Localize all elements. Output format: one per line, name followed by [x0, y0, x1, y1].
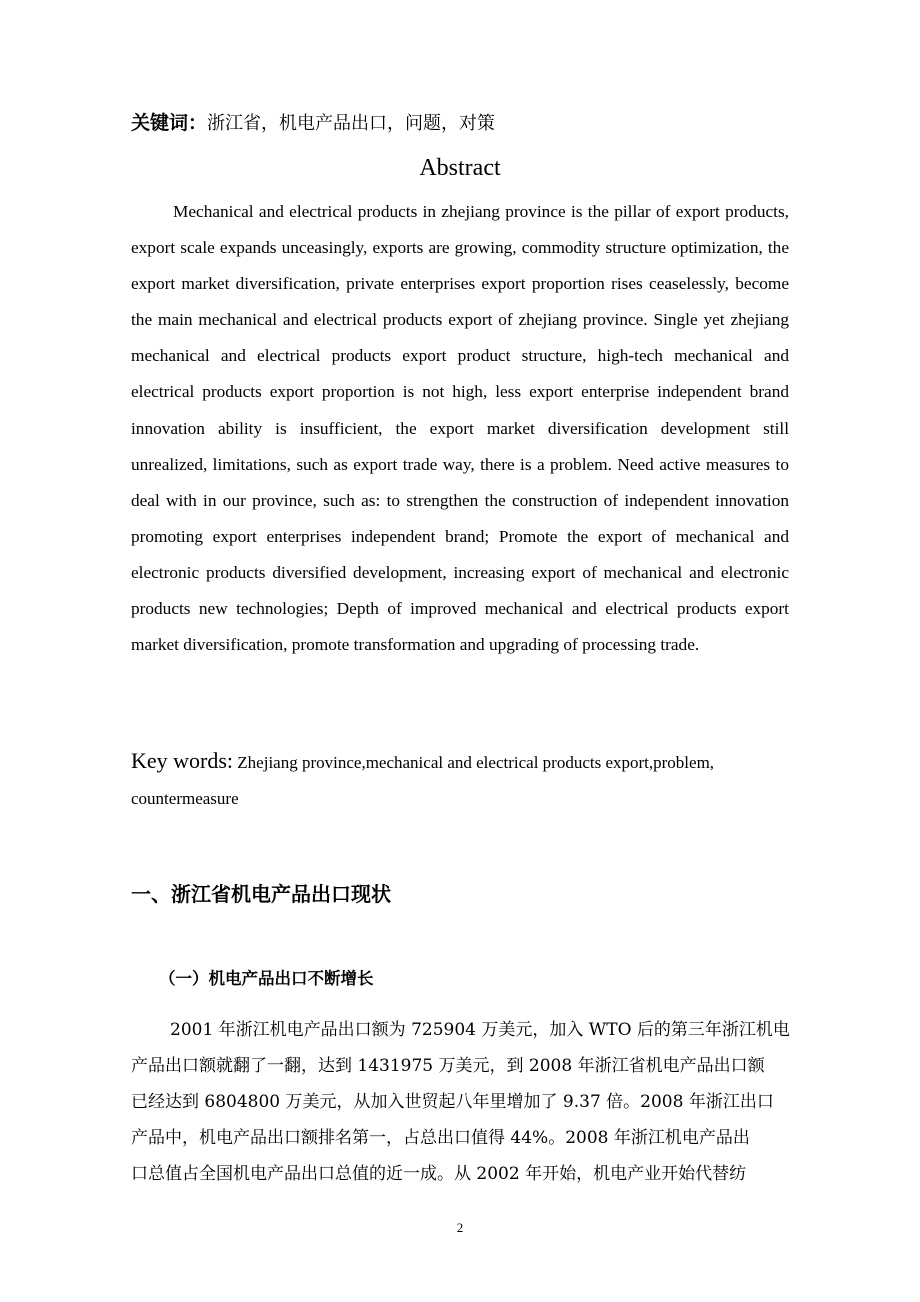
section-heading: 一、浙江省机电产品出口现状	[131, 882, 391, 906]
abstract-body: Mechanical and electrical products in zhejiang province is the pillar of export products, export scale expands unceasingly, exports are growing, commodity structure optimization, the export market diversification, private enterprises export proportion rises ceaselessly, become the main mechanical and electrical products export of zhejiang province. Single yet zhejiang mechanical and electrical products export product structure, high-tech mechanical and electrical products export proportion is not high, less export enterprise independent brand innovation ability is insufficient, the export market diversification development still unrealized, limitations, such as export trade way, there is a problem. Need active measures to deal with in our province, such as: to strengthen the construction of independent innovation promoting export enterprises independent brand; Promote the export of mechanical and electronic products diversified development, increasing export of mechanical and electronic products new technologies; Depth of improved mechanical and electrical products export market diversification, promote transformation and upgrading of processing trade.	[131, 202, 789, 655]
chinese-keywords-label: 关键词：	[131, 112, 208, 134]
abstract-title: Abstract	[419, 155, 501, 181]
paragraph-line: 口总值占全国机电产品出口总值的近一成。从 2002 年开始，机电产业开始代替纺	[131, 1164, 747, 1184]
page-number: 2	[456, 1220, 464, 1235]
chinese-keywords	[131, 107, 495, 140]
english-keywords-value: Zhejiang province,mechanical and electrical products export,problem, countermeasure	[131, 753, 715, 808]
paragraph-line: 已经达到 6804800 万美元，从加入世贸起八年里增加了 9.37 倍。2008 年浙江出口	[131, 1092, 774, 1112]
paragraph-line: 产品出口额就翻了一翻，达到 1431975 万美元，到 2008 年浙江省机电产品出口额	[131, 1056, 765, 1076]
english-keywords	[131, 743, 791, 817]
english-keywords-label: Key words:	[131, 748, 234, 773]
chinese-keywords-value: 浙江省，机电产品出口，问题，对策	[207, 113, 496, 134]
paragraph-line: 产品中，机电产品出口额排名第一，占总出口值得 44%。2008 年浙江机电产品出	[131, 1128, 750, 1148]
paragraph-line: 2001 年浙江机电产品出口额为 725904 万美元，加入 WTO 后的第三年浙江机电	[170, 1020, 790, 1040]
subsection-heading: （一）机电产品出口不断增长	[159, 969, 374, 988]
section-paragraph	[131, 1012, 791, 1192]
